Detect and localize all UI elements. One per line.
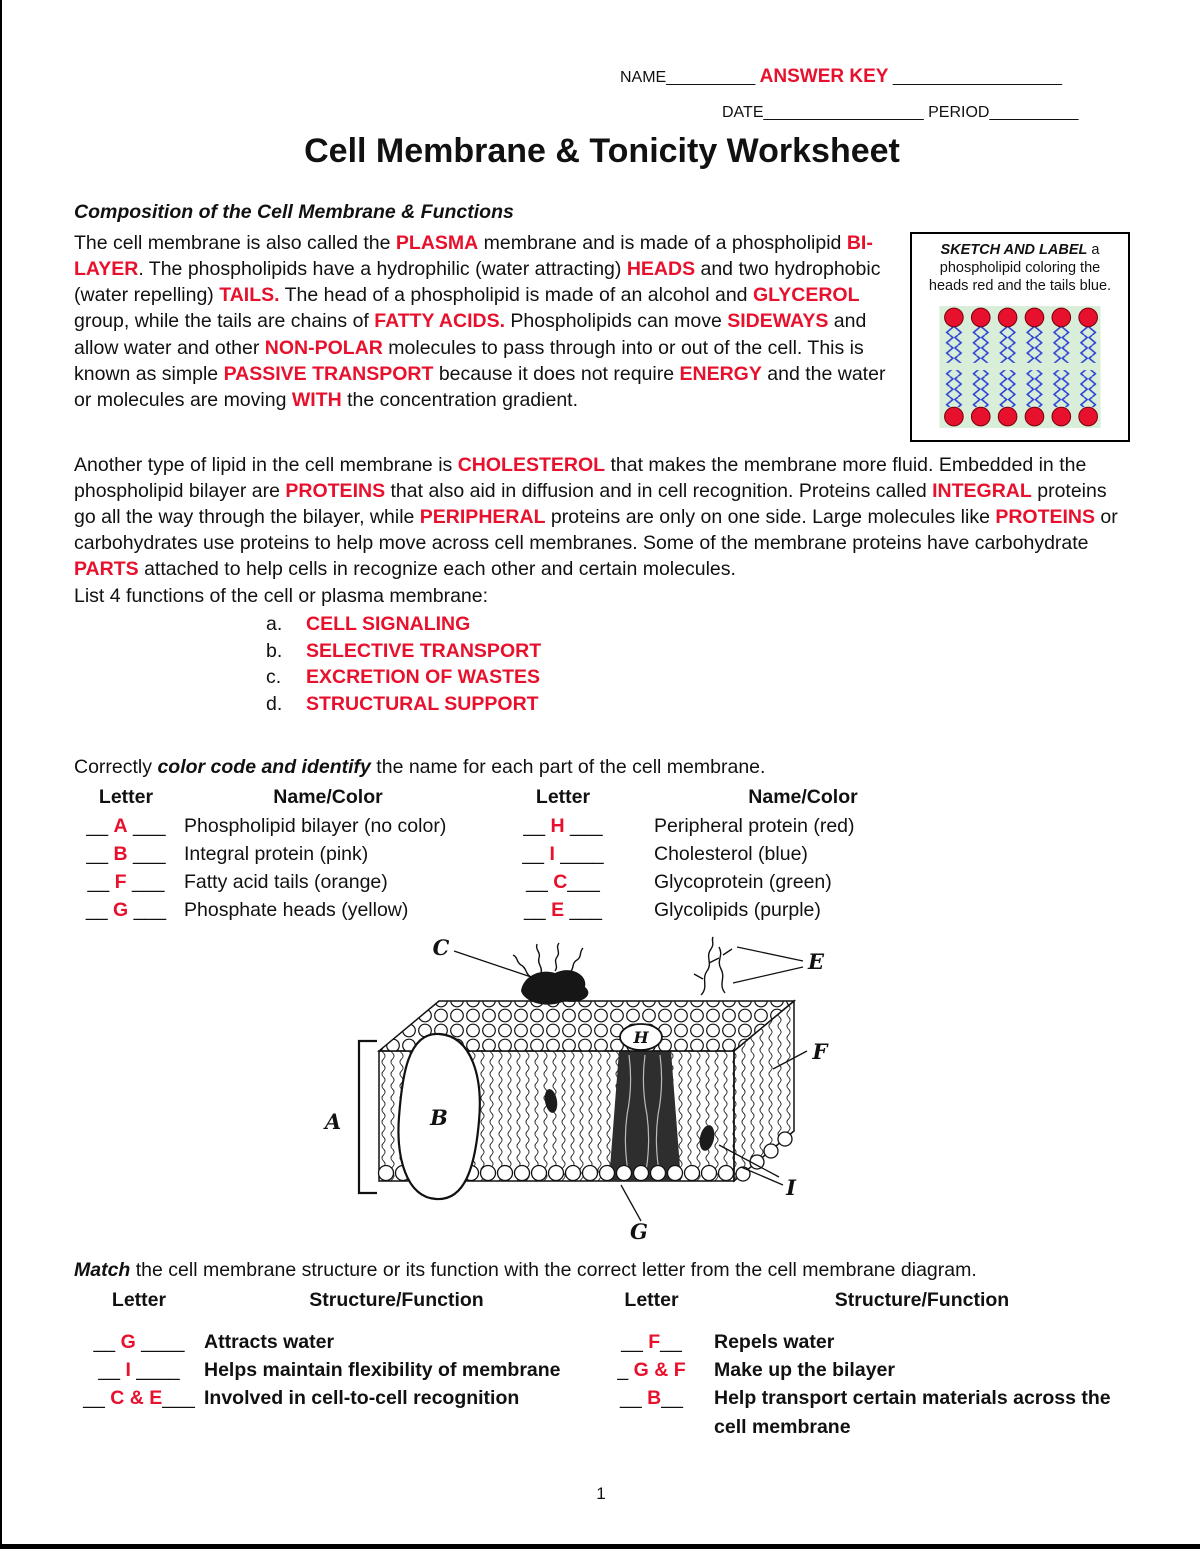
letter-blank: __ A ___ [86, 814, 166, 837]
diagram-label-a: A [324, 1108, 342, 1134]
name-cell: Peripheral protein (red) [654, 814, 855, 837]
function-item [266, 664, 1130, 691]
bottom-tails [942, 370, 1099, 407]
name-cell: Phospholipid bilayer (no color) [184, 814, 447, 837]
name-cell: Phosphate heads (yellow) [184, 899, 409, 922]
letter-blank: __ C___ [526, 871, 600, 894]
channel-protein [609, 1051, 681, 1181]
letter-blank: __ I ____ [98, 1359, 180, 1382]
letter-blank: _ G & F [617, 1359, 686, 1382]
name-cell: Glycoprotein (green) [654, 871, 832, 894]
letter-blank: __ G ___ [85, 899, 167, 922]
name-cell: Integral protein (pink) [184, 842, 369, 865]
name-label: NAME [620, 69, 667, 86]
function-letter: b. [266, 639, 283, 662]
colorcode-header: Letter [535, 786, 591, 809]
period-label: PERIOD [928, 104, 990, 121]
letter-blank: __ B ___ [86, 842, 166, 865]
functions-prompt: List 4 functions of the cell or plasma membrane: [74, 584, 489, 607]
section-heading-composition: Composition of the Cell Membrane & Functions [74, 201, 514, 223]
function-letter: c. [266, 666, 282, 689]
colorcode-header: Name/Color [748, 786, 858, 809]
diagram-label-e: E [807, 948, 825, 974]
sketch-label-box [910, 232, 1130, 442]
structure-cell: Helps maintain flexibility of membrane [204, 1359, 561, 1382]
functions-list [266, 611, 1130, 719]
match-header: Structure/Function [309, 1288, 484, 1311]
composition-block [74, 230, 1130, 413]
letter-blank: __ H ___ [523, 814, 603, 837]
top-tails [942, 326, 1099, 363]
match-header: Letter [111, 1288, 167, 1311]
structure-cell: Make up the bilayer [714, 1359, 895, 1382]
structure-cell: Repels water [714, 1330, 835, 1353]
period-blank: __________ [989, 104, 1079, 121]
letter-blank: __ C & E___ [83, 1387, 195, 1410]
diagram-label-g: G [630, 1218, 648, 1244]
function-letter: d. [266, 693, 283, 716]
letter-blank: __ F__ [621, 1330, 682, 1353]
date-label: DATE [722, 104, 764, 121]
name-cell: Fatty acid tails (orange) [184, 871, 388, 894]
page-number: 1 [596, 1484, 606, 1503]
name-cell: Glycolipids (purple) [654, 899, 821, 922]
diagram-label-f: F [812, 1038, 828, 1064]
phospholipid-sketch [937, 304, 1103, 430]
sketch-caption: SKETCH AND LABEL a phospholipid coloring the heads red and the tails blue. [928, 242, 1112, 294]
answer-key-blank: ___________________ [892, 69, 1062, 86]
name-blank: __________ [666, 69, 756, 86]
page-title: Cell Membrane & Tonicity Worksheet [304, 132, 900, 170]
function-answer: EXCRETION OF WASTES [306, 666, 541, 689]
structure-cell: Attracts water [204, 1330, 335, 1353]
colorcode-intro: Correctly color code and identify the name for each part of the cell membrane. [74, 756, 766, 779]
glycoprotein-blob [521, 970, 588, 1005]
answer-key-text: ANSWER KEY [759, 66, 889, 87]
colorcode-table [74, 783, 1130, 924]
function-answer: STRUCTURAL SUPPORT [306, 693, 539, 716]
letter-blank: __ I ____ [522, 842, 604, 865]
function-item [266, 638, 1130, 665]
glycolipid-chains [694, 937, 732, 995]
diagram-label-c: C [432, 934, 450, 960]
bilayer-bracket [359, 1041, 377, 1193]
header-gap [74, 1314, 1130, 1328]
diagram-label-i: I [786, 1174, 796, 1200]
diagram-label-h: H [633, 1027, 649, 1047]
structure-cell: Involved in cell-to-cell recognition [204, 1387, 520, 1410]
paragraph-lipids-proteins: Another type of lipid in the cell membrane is CHOLESTEROL that makes the membrane more fluid. Embedded in the phospholipid bilayer are PROTEINS that also aid in diffusion and in cell recognition. Proteins called INTEGRAL proteins go all the way through the bilayer, while PERIPHERAL proteins are only on one side. Large molecules like PROTEINS or carbohydrates use proteins to help move across cell membranes. Some of the membrane proteins have carbohydrate PARTS attached to help cells in recognize each other and certain molecules. [74, 453, 1118, 581]
diagram-label-b: B [430, 1104, 448, 1130]
colorcode-header: Letter [98, 786, 154, 809]
function-letter: a. [266, 612, 283, 635]
function-item [266, 691, 1130, 718]
letter-blank: __ E ___ [523, 899, 603, 922]
function-item [266, 611, 1130, 638]
letter-blank: __ F ___ [87, 871, 165, 894]
function-answer: CELL SIGNALING [306, 612, 471, 635]
colorcode-header: Name/Color [273, 786, 383, 809]
match-table [74, 1286, 1130, 1441]
match-intro: Match the cell membrane structure or its function with the correct letter from the cell membrane diagram. [74, 1258, 977, 1281]
name-line [620, 66, 1130, 88]
cell-membrane-diagram [289, 933, 849, 1253]
function-answer: SELECTIVE TRANSPORT [306, 639, 542, 662]
name-cell: Cholesterol (blue) [654, 842, 808, 865]
date-line [722, 104, 1130, 122]
letter-blank: __ G ____ [93, 1330, 185, 1353]
date-blank: __________________ [763, 104, 924, 121]
structure-cell: Help transport certain materials across the cell membrane [714, 1387, 1111, 1438]
match-header: Structure/Function [834, 1288, 1010, 1311]
paragraph-composition: The cell membrane is also called the PLASMA membrane and is made of a phospholipid BI-LAYER. The phospholipids have a hydrophilic (water attracting) HEADS and two hydrophobic (water repelling) TAILS. The head of a phospholipid is made of an alcohol and GLYCEROL group, while the tails are chains of FATTY ACIDS. Phospholipids can move SIDEWAYS and allow water and other NON-POLAR molecules to pass through into or out of the cell. This is known as simple PASSIVE TRANSPORT because it does not require ENERGY and the water or molecules are moving WITH the concentration gradient. [74, 232, 886, 411]
letter-blank: __ B__ [620, 1387, 683, 1410]
match-header: Letter [624, 1288, 679, 1311]
